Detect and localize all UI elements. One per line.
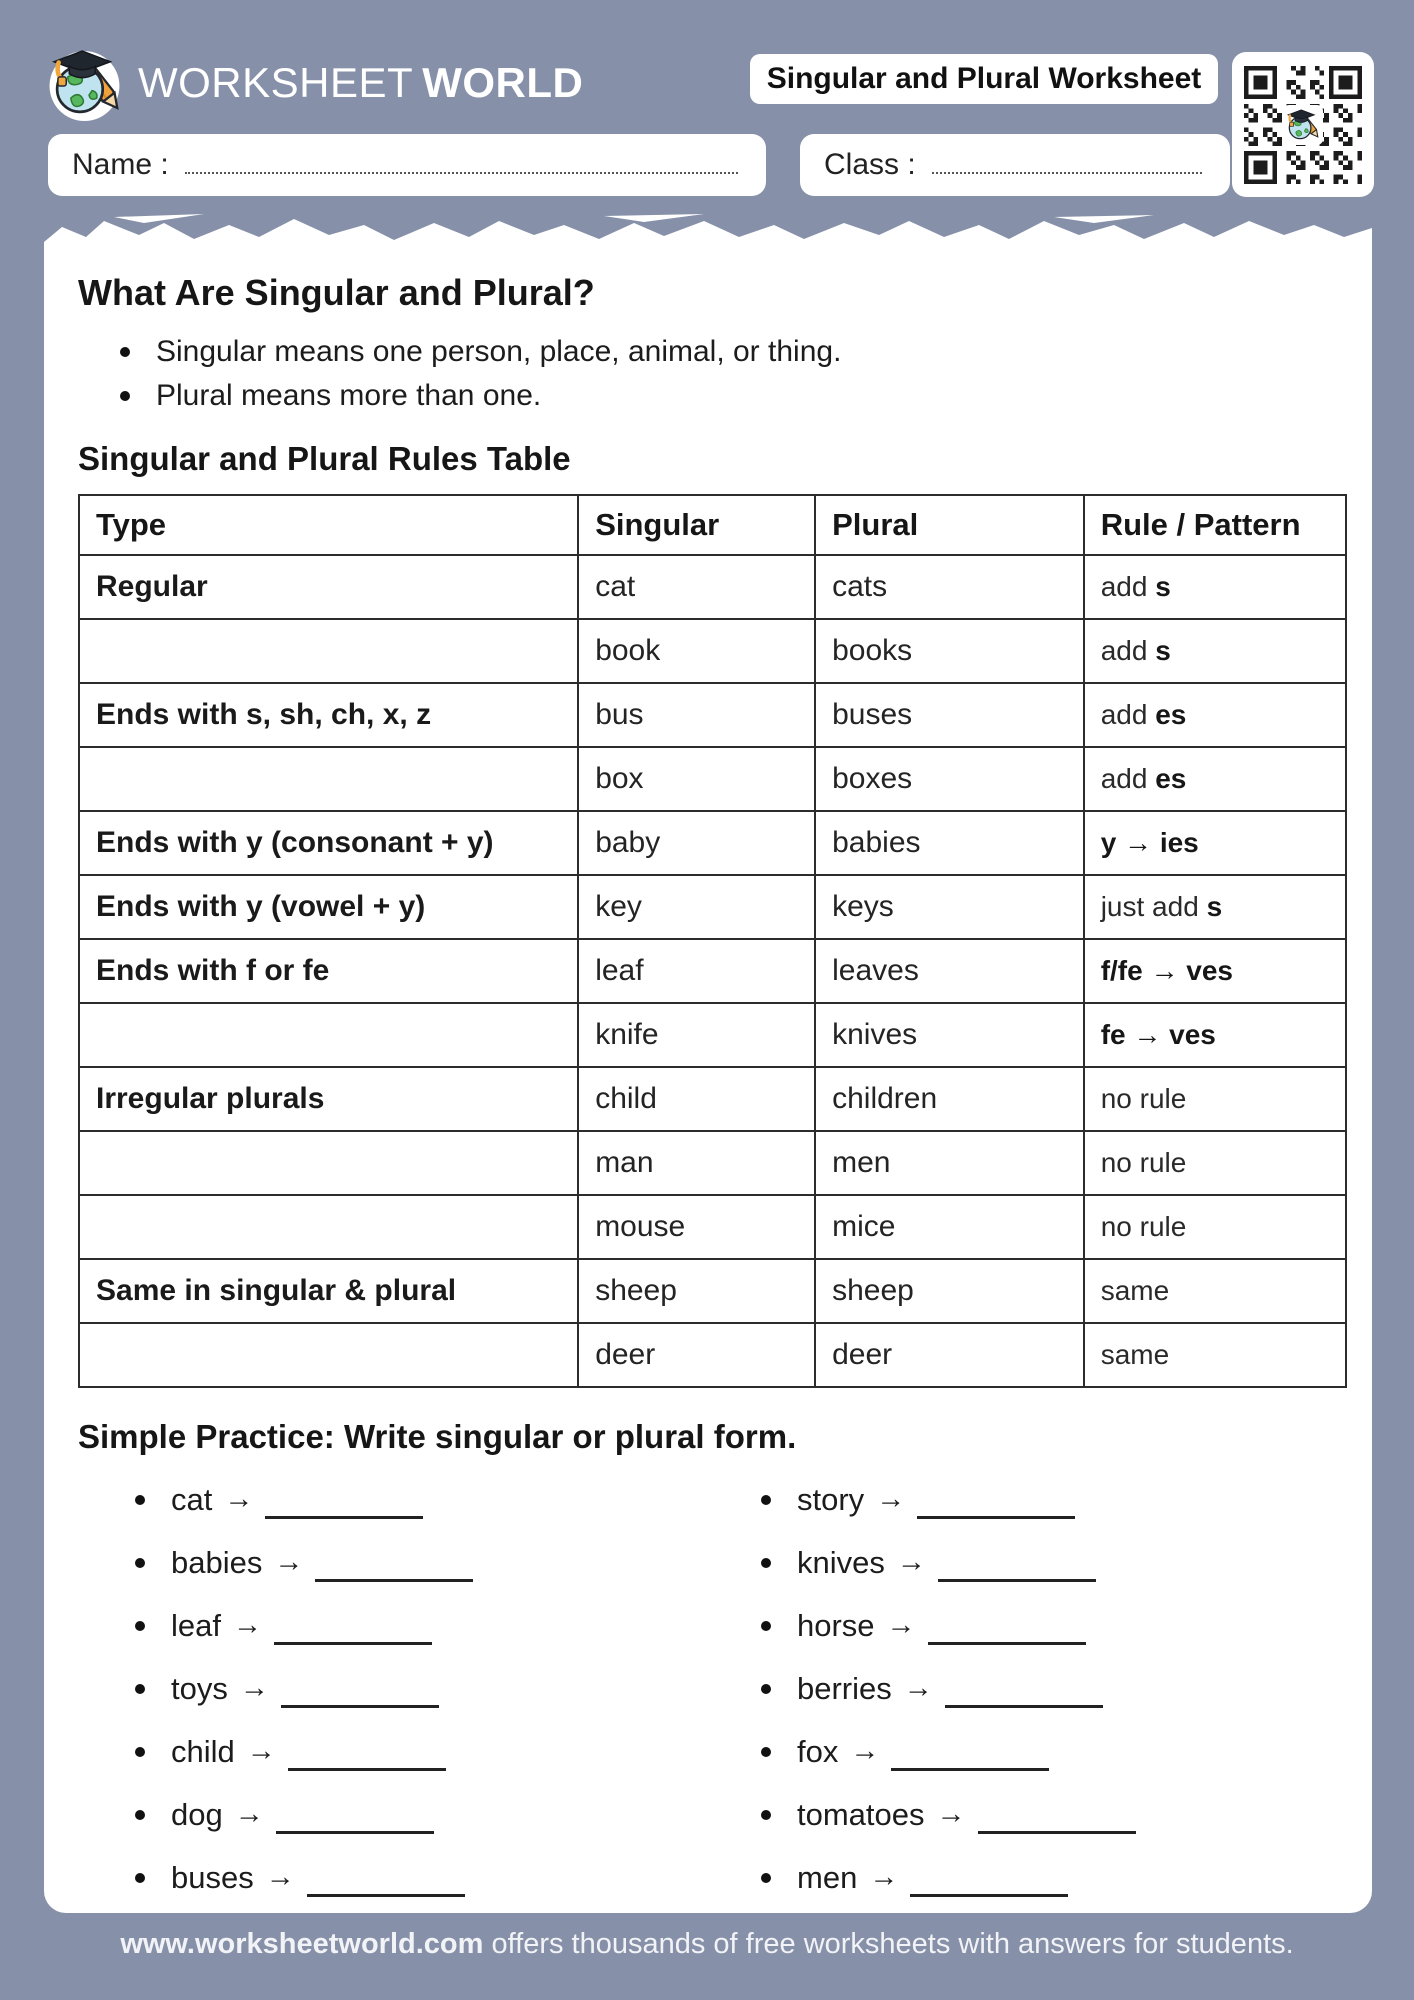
practice-item <box>135 1657 695 1720</box>
practice-item <box>135 1720 695 1783</box>
arrow-icon: → <box>232 1609 262 1641</box>
cell-type: Irregular plurals <box>79 1067 578 1131</box>
table-row <box>79 555 1346 619</box>
cell-singular: cat <box>578 555 815 619</box>
practice-item <box>135 1783 695 1846</box>
practice-word: child <box>171 1733 235 1769</box>
col-header-rule: Rule / Pattern <box>1084 495 1346 555</box>
bullet-icon <box>761 1495 771 1505</box>
cell-rule: f/fe → ves <box>1084 939 1346 1003</box>
table-row <box>79 619 1346 683</box>
class-input-line[interactable] <box>932 134 1202 174</box>
table-row <box>79 1323 1346 1387</box>
arrow-icon: → <box>246 1735 276 1767</box>
cell-rule: fe → ves <box>1084 1003 1346 1067</box>
cell-plural: buses <box>815 683 1084 747</box>
intro-bullet-text: Singular means one person, place, animal, or thing. <box>156 335 842 368</box>
cell-singular: sheep <box>578 1259 815 1323</box>
answer-blank[interactable] <box>315 1555 473 1582</box>
qr-card <box>1232 52 1374 197</box>
table-row <box>79 1195 1346 1259</box>
cell-type <box>79 1003 578 1067</box>
cell-plural: boxes <box>815 747 1084 811</box>
worksheet-title-badge <box>750 54 1218 104</box>
cell-plural: knives <box>815 1003 1084 1067</box>
bullet-icon <box>761 1621 771 1631</box>
cell-plural: mice <box>815 1195 1084 1259</box>
practice-word: knives <box>797 1544 885 1580</box>
table-row <box>79 747 1346 811</box>
cell-rule: same <box>1084 1323 1346 1387</box>
bullet-icon <box>761 1747 771 1757</box>
answer-blank[interactable] <box>978 1807 1136 1834</box>
cell-plural: cats <box>815 555 1084 619</box>
table-row <box>79 1259 1346 1323</box>
col-header-plural: Plural <box>815 495 1084 555</box>
cell-singular: knife <box>578 1003 815 1067</box>
cell-rule: no rule <box>1084 1067 1346 1131</box>
intro-bullet <box>120 330 1347 374</box>
practice-word: buses <box>171 1859 254 1895</box>
intro-heading: What Are Singular and Plural? <box>78 272 595 313</box>
practice-word: berries <box>797 1670 892 1706</box>
rules-table <box>78 494 1347 1388</box>
practice-list-left <box>78 1468 695 1909</box>
answer-blank[interactable] <box>307 1870 465 1897</box>
footer-tagline: offers thousands of free worksheets with answers for students. <box>483 1928 1294 1960</box>
practice-item <box>761 1783 1347 1846</box>
cell-plural: books <box>815 619 1084 683</box>
cell-singular: book <box>578 619 815 683</box>
cell-rule: same <box>1084 1259 1346 1323</box>
cell-type <box>79 1131 578 1195</box>
table-row <box>79 875 1346 939</box>
name-label: Name : <box>72 148 169 181</box>
bullet-icon <box>761 1684 771 1694</box>
arrow-icon: → <box>896 1546 926 1578</box>
cell-rule: add s <box>1084 555 1346 619</box>
arrow-icon: → <box>876 1483 906 1515</box>
table-row <box>79 1067 1346 1131</box>
cell-singular: bus <box>578 683 815 747</box>
practice-word: dog <box>171 1796 223 1832</box>
practice-item <box>761 1468 1347 1531</box>
answer-blank[interactable] <box>917 1492 1075 1519</box>
practice-item <box>761 1720 1347 1783</box>
answer-blank[interactable] <box>265 1492 423 1519</box>
arrow-icon: → <box>234 1798 264 1830</box>
bullet-icon <box>761 1873 771 1883</box>
cell-singular: child <box>578 1067 815 1131</box>
cell-plural: men <box>815 1131 1084 1195</box>
brand-name <box>138 59 583 107</box>
answer-blank[interactable] <box>910 1870 1068 1897</box>
cell-plural: babies <box>815 811 1084 875</box>
worksheet-sheet <box>44 250 1372 1913</box>
arrow-icon: → <box>239 1672 269 1704</box>
answer-blank[interactable] <box>281 1681 439 1708</box>
cell-singular: deer <box>578 1323 815 1387</box>
table-row <box>79 811 1346 875</box>
cell-type: Ends with y (consonant + y) <box>79 811 578 875</box>
cell-singular: box <box>578 747 815 811</box>
arrow-icon: → <box>869 1861 899 1893</box>
cell-rule: no rule <box>1084 1195 1346 1259</box>
table-header-row <box>79 495 1346 555</box>
table-row <box>79 1003 1346 1067</box>
footer <box>0 1928 1414 1961</box>
cell-rule: y → ies <box>1084 811 1346 875</box>
cell-singular: baby <box>578 811 815 875</box>
class-field <box>800 134 1230 196</box>
footer-site-url: www.worksheetworld.com <box>120 1928 484 1960</box>
bullet-icon <box>761 1558 771 1568</box>
practice-word: men <box>797 1859 858 1895</box>
cell-rule: just add s <box>1084 875 1346 939</box>
cell-type <box>79 1195 578 1259</box>
intro-bullet-list <box>78 330 1347 418</box>
cell-type: Ends with s, sh, ch, x, z <box>79 683 578 747</box>
answer-blank[interactable] <box>274 1618 432 1645</box>
brand-word-worksheet: WORKSHEET <box>138 59 414 106</box>
cell-type: Ends with f or fe <box>79 939 578 1003</box>
answer-blank[interactable] <box>938 1555 1096 1582</box>
bullet-icon <box>135 1873 145 1883</box>
arrow-icon: → <box>224 1483 254 1515</box>
cell-type <box>79 1323 578 1387</box>
cell-singular: key <box>578 875 815 939</box>
practice-section <box>78 1468 1347 1909</box>
answer-blank[interactable] <box>928 1618 1086 1645</box>
brand-logo-icon <box>48 44 124 122</box>
cell-type: Same in singular & plural <box>79 1259 578 1323</box>
cell-singular: mouse <box>578 1195 815 1259</box>
worksheet-title: Singular and Plural Worksheet <box>766 62 1202 95</box>
rules-table-heading: Singular and Plural Rules Table <box>78 440 571 477</box>
cell-rule: no rule <box>1084 1131 1346 1195</box>
class-label: Class : <box>824 148 916 181</box>
cell-rule: add es <box>1084 683 1346 747</box>
cell-rule: add s <box>1084 619 1346 683</box>
cell-plural: keys <box>815 875 1084 939</box>
cell-plural: deer <box>815 1323 1084 1387</box>
practice-item <box>761 1846 1347 1909</box>
practice-item <box>761 1657 1347 1720</box>
practice-word: horse <box>797 1607 875 1643</box>
practice-word: tomatoes <box>797 1796 925 1832</box>
arrow-icon: → <box>265 1861 295 1893</box>
table-row <box>79 1131 1346 1195</box>
arrow-icon: → <box>850 1735 880 1767</box>
intro-bullet-text: Plural means more than one. <box>156 379 542 412</box>
table-row <box>79 939 1346 1003</box>
practice-word: fox <box>797 1733 839 1769</box>
cell-type <box>79 747 578 811</box>
table-row <box>79 683 1346 747</box>
bullet-icon <box>761 1810 771 1820</box>
bullet-icon <box>135 1747 145 1757</box>
qr-center-logo-icon <box>1283 105 1323 145</box>
arrow-icon: → <box>936 1798 966 1830</box>
brand-word-world: WORLD <box>422 59 584 106</box>
cell-plural: leaves <box>815 939 1084 1003</box>
practice-list-right <box>695 1468 1347 1909</box>
arrow-icon: → <box>886 1609 916 1641</box>
brand <box>48 44 583 122</box>
answer-blank[interactable] <box>945 1681 1103 1708</box>
cell-singular: leaf <box>578 939 815 1003</box>
practice-item <box>135 1468 695 1531</box>
practice-word: cat <box>171 1481 213 1517</box>
arrow-icon: → <box>903 1672 933 1704</box>
arrow-icon: → <box>274 1546 304 1578</box>
col-header-singular: Singular <box>578 495 815 555</box>
cell-plural: sheep <box>815 1259 1084 1323</box>
bullet-icon <box>120 391 130 401</box>
bullet-icon <box>135 1621 145 1631</box>
practice-item <box>135 1846 695 1909</box>
name-input-line[interactable] <box>185 134 738 174</box>
bullet-icon <box>135 1495 145 1505</box>
answer-blank[interactable] <box>891 1744 1049 1771</box>
cell-plural: children <box>815 1067 1084 1131</box>
practice-word: toys <box>171 1670 228 1706</box>
practice-item <box>761 1594 1347 1657</box>
torn-paper-edge <box>44 214 1372 251</box>
name-field <box>48 134 766 196</box>
practice-item <box>135 1531 695 1594</box>
cell-type: Ends with y (vowel + y) <box>79 875 578 939</box>
bullet-icon <box>120 347 130 357</box>
answer-blank[interactable] <box>276 1807 434 1834</box>
practice-word: leaf <box>171 1607 221 1643</box>
cell-type <box>79 619 578 683</box>
practice-item <box>135 1594 695 1657</box>
practice-heading: Simple Practice: Write singular or plural form. <box>78 1418 797 1455</box>
cell-rule: add es <box>1084 747 1346 811</box>
bullet-icon <box>135 1558 145 1568</box>
bullet-icon <box>135 1684 145 1694</box>
practice-word: story <box>797 1481 865 1517</box>
bullet-icon <box>135 1810 145 1820</box>
practice-word: babies <box>171 1544 263 1580</box>
cell-singular: man <box>578 1131 815 1195</box>
cell-type: Regular <box>79 555 578 619</box>
practice-item <box>761 1531 1347 1594</box>
intro-bullet <box>120 374 1347 418</box>
answer-blank[interactable] <box>288 1744 446 1771</box>
col-header-type: Type <box>79 495 578 555</box>
